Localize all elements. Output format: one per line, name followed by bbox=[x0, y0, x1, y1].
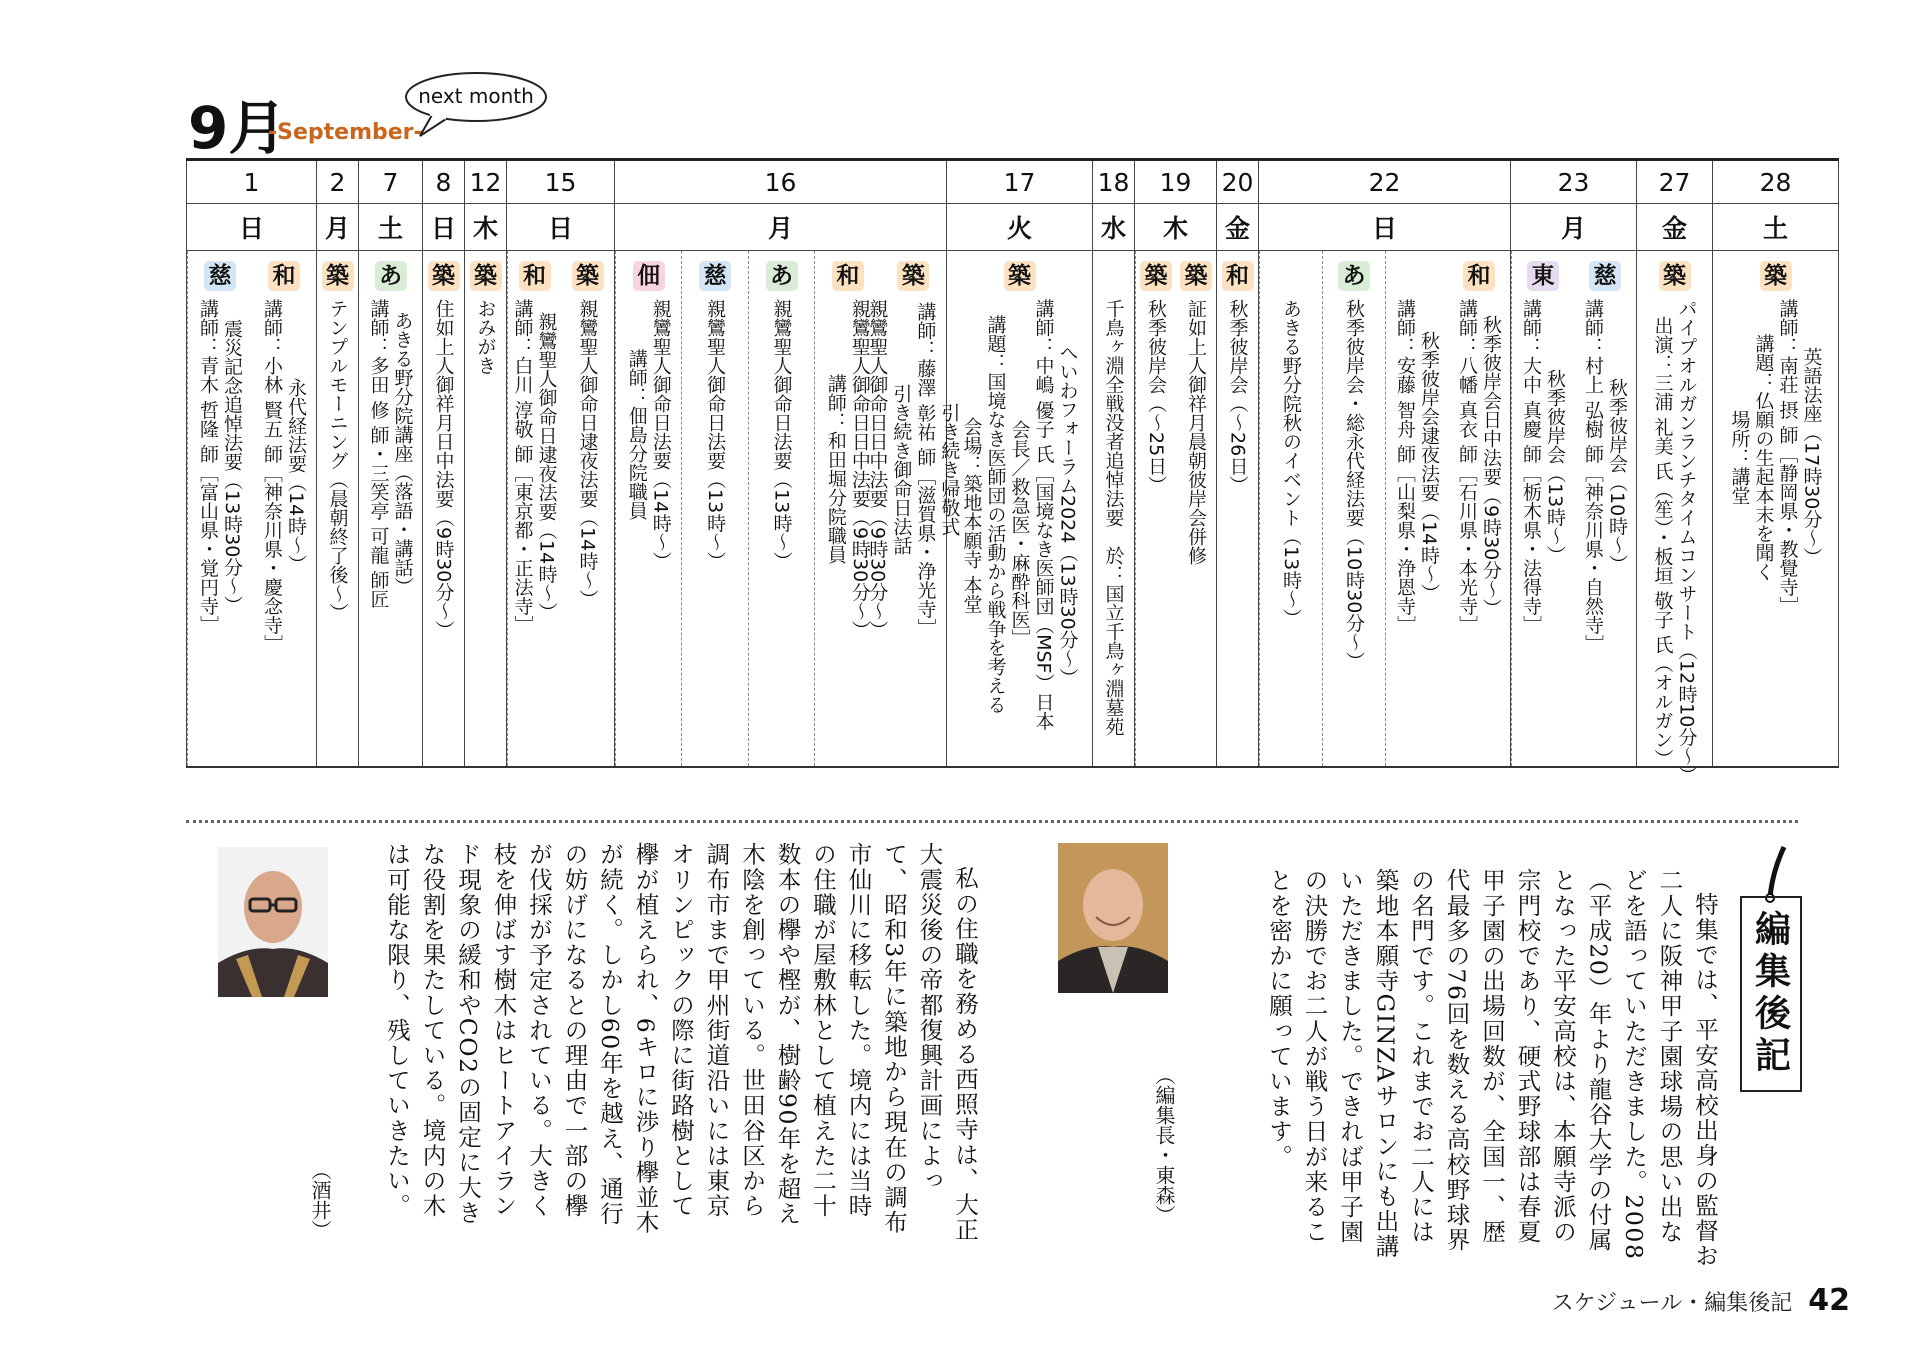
venue-tag: 慈 bbox=[204, 261, 236, 291]
day-number: 15 bbox=[507, 160, 615, 204]
event-line: 講師：佃島分院職員 bbox=[625, 349, 648, 521]
event-item bbox=[1176, 251, 1216, 766]
event-line: 秋季彼岸会・総永代経法要（10時30分〜） bbox=[1343, 299, 1365, 671]
venue-tag: 築 bbox=[1180, 261, 1212, 291]
venue-tag: 築 bbox=[572, 261, 604, 291]
event-line: 講題：仏願の生起本末を聞く bbox=[1752, 333, 1775, 581]
day-events bbox=[507, 251, 615, 768]
weekday: 日 bbox=[507, 204, 615, 251]
venue-tag: あ bbox=[375, 261, 407, 291]
venue-tag: 和 bbox=[519, 261, 551, 291]
day-number: 17 bbox=[947, 160, 1093, 204]
weekday: 金 bbox=[1217, 204, 1259, 251]
event-item bbox=[317, 251, 358, 766]
day-events bbox=[317, 251, 359, 768]
day-number: 1 bbox=[187, 160, 317, 204]
event-line: 講師：青木 哲隆 師［富山県・覚円寺］ bbox=[197, 299, 219, 635]
event-item bbox=[1259, 251, 1322, 766]
event-line: 講師：大中 真慶 師［栃木県・法得寺］ bbox=[1520, 299, 1542, 635]
event-line: 講師：和田堀分院職員 bbox=[824, 374, 847, 565]
editor-note-2-text: 私の住職を務める西照寺は、大正大震災後の帝都復興計画によって、昭和3年に築地から現在の調布市仙川に移転した。境内には当時の住職が屋敷林として植えた二十数本の欅や樫が、樹齢90年を超え木陰を創っている。世田谷区から調布市まで甲州街道沿いには東京オリンピックの際に街路樹として欅が植えられ、6キロに渉り欅並木が続く。しかし60年を越え、通行の妨げになるとの理由で一部の欅が伐採が予定されている。大きく枝を伸ばす樹木はヒートアイランド現象の緩和やCO2の固定に大きな役割を果たしている。境内の木は可能な限り、残していきたい。 bbox=[383, 842, 979, 1242]
day-number: 8 bbox=[423, 160, 465, 204]
day-events bbox=[359, 251, 423, 768]
event-line: 講師：南荘 摂 師［静岡県・教覺寺］ bbox=[1776, 299, 1799, 616]
venue-tag: あ bbox=[766, 261, 798, 291]
editor-1-photo bbox=[1058, 843, 1168, 993]
event-line: 震災記念追悼法要（13時30分〜） bbox=[221, 318, 243, 615]
event-item bbox=[561, 251, 614, 766]
event-item bbox=[465, 251, 506, 766]
event-line: 講師：小林 賢五 師［神奈川県・慶念寺］ bbox=[261, 299, 283, 654]
day-events bbox=[1093, 251, 1135, 768]
day-events bbox=[1259, 251, 1511, 768]
event-item bbox=[1713, 251, 1838, 766]
day-number: 12 bbox=[465, 160, 507, 204]
string-icon bbox=[1740, 843, 1800, 903]
weekday: 日 bbox=[187, 204, 317, 251]
venue-tag: 築 bbox=[1140, 261, 1172, 291]
event-item bbox=[1135, 251, 1176, 766]
page-footer bbox=[1552, 1283, 1850, 1318]
event-line: 引き続き御命日法話 bbox=[890, 383, 913, 555]
event-line: 出演：三浦 礼美 氏（笙）・板垣 敬子 氏（オルガン） bbox=[1651, 315, 1674, 768]
editor-note-2 bbox=[348, 842, 982, 1242]
event-item bbox=[359, 251, 422, 766]
event-line: 英語法座（17時30分〜） bbox=[1800, 347, 1823, 567]
venue-tag: 築 bbox=[470, 261, 502, 291]
event-line: 秋季彼岸会（〜25日） bbox=[1145, 299, 1167, 495]
event-item bbox=[187, 251, 252, 766]
next-month-bubble bbox=[402, 70, 550, 128]
event-line: 講師：村上 弘樹 師［神奈川県・自然寺］ bbox=[1582, 299, 1604, 654]
event-item bbox=[507, 251, 561, 766]
event-line: 講題：国境なき医師団の活動から戦争を考える bbox=[984, 315, 1007, 715]
event-line: 永代経法要（14時〜） bbox=[285, 378, 307, 574]
event-item bbox=[1511, 251, 1574, 766]
day-number: 23 bbox=[1511, 160, 1637, 204]
event-item bbox=[681, 251, 747, 766]
event-item bbox=[748, 251, 814, 766]
event-line: 秋季彼岸会逮夜法要（14時〜） bbox=[1418, 330, 1440, 603]
event-line: 講師：八幡 真衣 師［石川県・本光寺］ bbox=[1456, 299, 1478, 635]
page-number: 42 bbox=[1808, 1283, 1850, 1318]
event-item bbox=[615, 251, 681, 766]
venue-tag: 佃 bbox=[633, 261, 665, 291]
day-events bbox=[187, 251, 317, 768]
event-line: 会場：築地本願寺 本堂 bbox=[960, 416, 983, 613]
event-line: 会長／救急医・麻酔科医］ bbox=[1008, 381, 1031, 648]
editor-note-1 bbox=[1200, 868, 1722, 1268]
event-line: 千鳥ヶ淵全戦没者追悼法要 於：国立千鳥ヶ淵墓苑 bbox=[1102, 299, 1125, 736]
event-line: テンプルモーニング（晨朝終了後〜） bbox=[326, 299, 349, 622]
event-line: おみがき bbox=[474, 299, 497, 375]
day-number: 7 bbox=[359, 160, 423, 204]
event-item bbox=[1637, 251, 1712, 785]
venue-tag: 和 bbox=[268, 261, 300, 291]
venue-tag: 築 bbox=[1760, 261, 1792, 291]
event-line: 親鸞聖人御命日逮夜法要（14時〜） bbox=[576, 299, 599, 609]
weekday: 土 bbox=[1713, 204, 1839, 251]
weekday: 金 bbox=[1637, 204, 1713, 251]
next-month-label: next month bbox=[418, 84, 534, 108]
event-item bbox=[1217, 251, 1258, 766]
event-item bbox=[866, 251, 961, 766]
schedule-table bbox=[186, 158, 1839, 785]
event-line: 引き続き帰敬式 bbox=[938, 402, 961, 536]
event-item bbox=[1385, 251, 1448, 766]
section-divider bbox=[186, 820, 1798, 823]
venue-tag: あ bbox=[1338, 261, 1370, 291]
day-number: 28 bbox=[1713, 160, 1839, 204]
day-events bbox=[1217, 251, 1259, 768]
venue-tag: 慈 bbox=[699, 261, 731, 291]
event-line: 講師：藤澤 彰祐 師［滋賀県・浄光寺］ bbox=[914, 301, 937, 637]
venue-tag: 築 bbox=[897, 261, 929, 291]
event-line: 秋季彼岸会（10時〜） bbox=[1606, 378, 1628, 574]
event-line: へいわフォーラム2024（13時30分〜） bbox=[1056, 342, 1079, 687]
event-line: 講師：多田 修 師・三笑亭 可龍 師匠 bbox=[367, 299, 390, 609]
day-number: 18 bbox=[1093, 160, 1135, 204]
event-item bbox=[1448, 251, 1510, 766]
event-line: 講師：白川 淳敬 師［東京都・正法寺］ bbox=[511, 299, 534, 635]
day-number: 2 bbox=[317, 160, 359, 204]
day-events bbox=[1511, 251, 1637, 768]
event-line: 親鸞聖人御命日日中法要（9時30分〜） bbox=[848, 299, 871, 640]
event-item bbox=[1322, 251, 1385, 766]
event-line: 秋季彼岸会日中法要（9時30分〜） bbox=[1480, 315, 1502, 618]
day-events bbox=[1135, 251, 1217, 768]
weekday: 日 bbox=[423, 204, 465, 251]
event-line: 親鸞聖人御命日日中法要（9時30分〜） bbox=[866, 299, 889, 640]
event-item bbox=[947, 251, 1092, 766]
weekday: 木 bbox=[465, 204, 507, 251]
day-events bbox=[615, 251, 961, 768]
day-events bbox=[423, 251, 465, 768]
weekday: 土 bbox=[359, 204, 423, 251]
weekday: 木 bbox=[1135, 204, 1217, 251]
event-line: 親鸞聖人御命日法要（14時〜） bbox=[649, 299, 672, 571]
editor-note-1-signature: （編集長・東森） bbox=[1152, 1065, 1176, 1225]
venue-tag: 和 bbox=[1222, 261, 1254, 291]
event-line: あきる野分院講座（落語・講話） bbox=[391, 311, 414, 597]
event-line: パイプオルガンランチタイムコンサート（12時10分〜） bbox=[1675, 299, 1698, 785]
event-line: 親鸞聖人御命日法要（13時〜） bbox=[704, 299, 727, 571]
venue-tag: 和 bbox=[832, 261, 864, 291]
event-line: 場所：講堂 bbox=[1728, 409, 1751, 505]
editor-note-2-signature: （酒井） bbox=[308, 1160, 332, 1240]
event-line: 秋季彼岸会（〜26日） bbox=[1226, 299, 1249, 495]
event-line: 講師：安藤 智舟 師［山梨県・浄恩寺］ bbox=[1394, 299, 1416, 635]
event-item bbox=[1093, 251, 1134, 766]
day-events bbox=[465, 251, 507, 768]
event-item bbox=[1574, 251, 1636, 766]
weekday: 月 bbox=[615, 204, 947, 251]
venue-tag: 東 bbox=[1527, 261, 1559, 291]
weekday: 月 bbox=[1511, 204, 1637, 251]
editor-2-photo bbox=[218, 847, 328, 997]
venue-tag: 築 bbox=[428, 261, 460, 291]
weekday: 火 bbox=[947, 204, 1093, 251]
day-number: 16 bbox=[615, 160, 947, 204]
event-line: 秋季彼岸会（13時〜） bbox=[1544, 368, 1566, 565]
month-english: -September- bbox=[268, 120, 423, 145]
venue-tag: 和 bbox=[1463, 261, 1495, 291]
day-events bbox=[1713, 251, 1839, 768]
day-number: 22 bbox=[1259, 160, 1511, 204]
editor-note-1-text: 特集では、平安高校出身の監督お二人に阪神甲子園球場の思い出などを語っていただきました。2008（平成20）年より龍谷大学の付属となった平安高校は、本願寺派の宗門校であり、硬式野球部は春夏甲子園の出場回数が、全国一、歴代最多の76回を数える高校野球界の名門です。これまでお二人には築地本願寺GINZAサロンにも出講いただきました。できれば甲子園の決勝でお二人が戦う日が来ることを密かに願っています。 bbox=[1265, 868, 1719, 1268]
day-events bbox=[1637, 251, 1713, 785]
venue-tag: 築 bbox=[1659, 261, 1691, 291]
event-line: 講師：中嶋 優子 氏［国境なき医師団（MSF）日本 bbox=[1032, 299, 1055, 731]
event-item bbox=[423, 251, 464, 766]
day-number: 27 bbox=[1637, 160, 1713, 204]
month-title: 9月 bbox=[188, 94, 287, 162]
portrait-icon bbox=[218, 847, 328, 997]
event-line: 住如上人御祥月日中法要（9時30分〜） bbox=[432, 299, 455, 640]
day-events bbox=[947, 251, 1093, 768]
weekday: 月 bbox=[317, 204, 359, 251]
venue-tag: 築 bbox=[1004, 261, 1036, 291]
footer-section: スケジュール・編集後記 bbox=[1551, 1291, 1793, 1316]
venue-tag: 慈 bbox=[1589, 261, 1621, 291]
event-line: 証如上人御祥月晨朝彼岸会併修 bbox=[1185, 299, 1207, 565]
day-number: 19 bbox=[1135, 160, 1217, 204]
venue-tag: 築 bbox=[322, 261, 354, 291]
portrait-icon bbox=[1058, 843, 1168, 993]
event-item bbox=[252, 251, 316, 766]
event-line: 親鸞聖人御命日逮夜法要（14時〜） bbox=[535, 311, 558, 622]
weekday: 日 bbox=[1259, 204, 1511, 251]
henshu-kouki-label: 編集後記 bbox=[1740, 896, 1802, 1092]
weekday: 水 bbox=[1093, 204, 1135, 251]
day-number: 20 bbox=[1217, 160, 1259, 204]
event-line: あきる野分院秋のイベント（13時〜） bbox=[1280, 299, 1302, 628]
event-line: 親鸞聖人御命日法要（13時〜） bbox=[770, 299, 793, 571]
